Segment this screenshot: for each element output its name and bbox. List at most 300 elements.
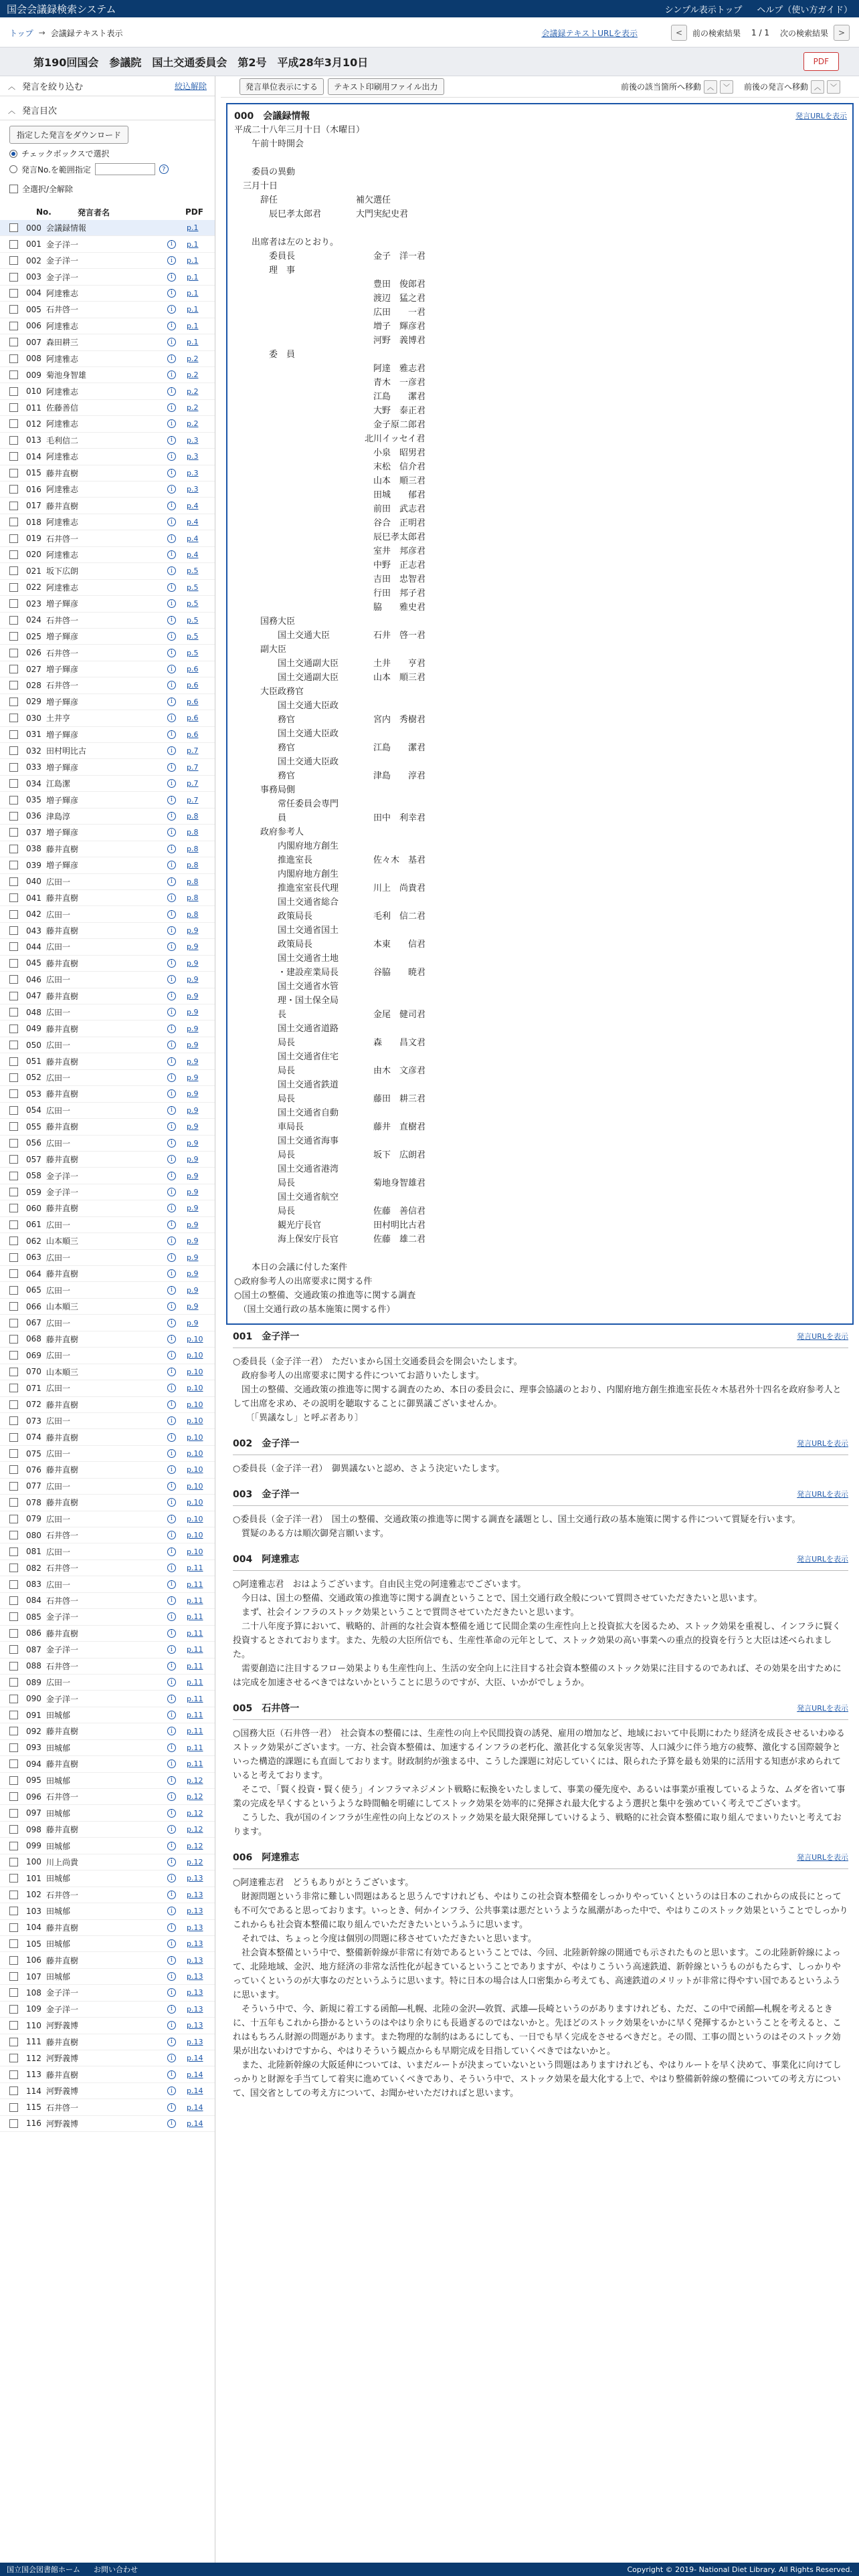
speaker-list-item[interactable]	[0, 1037, 215, 1053]
checkbox-icon[interactable]	[9, 1972, 18, 1981]
info-icon[interactable]: i	[167, 1025, 176, 1033]
info-icon[interactable]: i	[167, 1155, 176, 1164]
checkbox-icon[interactable]	[9, 1335, 18, 1344]
info-icon[interactable]: i	[167, 910, 176, 919]
info-icon[interactable]: i	[167, 534, 176, 543]
checkbox-icon[interactable]	[9, 1743, 18, 1752]
info-icon[interactable]: i	[167, 2038, 176, 2046]
info-icon[interactable]: i	[167, 1449, 176, 1458]
ndl-home-link[interactable]: 国立国会図書館ホーム	[7, 2565, 80, 2574]
info-icon[interactable]: i	[167, 992, 176, 1000]
speaker-list-item[interactable]	[0, 1756, 215, 1772]
pdf-page-link[interactable]: p.11	[187, 1645, 203, 1654]
speaker-list-item[interactable]	[0, 1086, 215, 1102]
pdf-page-link[interactable]: p.11	[187, 1694, 203, 1703]
pdf-page-link[interactable]: p.8	[187, 861, 199, 870]
speaker-list-item[interactable]	[0, 776, 215, 792]
checkbox-icon[interactable]	[9, 1155, 18, 1164]
pdf-page-link[interactable]: p.13	[187, 1890, 203, 1899]
pdf-page-link[interactable]: p.10	[187, 1400, 203, 1409]
speaker-list-item[interactable]	[0, 1773, 215, 1789]
info-icon[interactable]: i	[167, 1759, 176, 1768]
checkbox-icon[interactable]	[9, 1842, 18, 1850]
speaker-list-item[interactable]	[0, 1266, 215, 1282]
speaker-list-item[interactable]	[0, 923, 215, 939]
pdf-page-link[interactable]: p.9	[187, 1220, 199, 1229]
speaker-name[interactable]: 阿達雅志	[46, 518, 79, 528]
speaker-list-item[interactable]	[0, 759, 215, 775]
info-icon[interactable]: i	[167, 1204, 176, 1212]
pdf-page-link[interactable]: p.10	[187, 1481, 203, 1491]
speaker-name[interactable]: 金子洋一	[46, 1171, 79, 1181]
pdf-page-link[interactable]: p.10	[187, 1465, 203, 1475]
pdf-page-link[interactable]: p.12	[187, 1792, 203, 1802]
pdf-page-link[interactable]: p.12	[187, 1841, 203, 1850]
checkbox-icon[interactable]	[9, 714, 18, 722]
info-icon[interactable]: i	[167, 419, 176, 428]
speaker-name[interactable]: 藤井直樹	[46, 844, 79, 854]
speaker-name[interactable]: 増子輝彦	[46, 697, 79, 707]
checkbox-icon[interactable]	[9, 1400, 18, 1409]
speaker-name[interactable]: 石井啓一	[46, 2103, 79, 2113]
pdf-page-link[interactable]: p.10	[187, 1432, 203, 1442]
speaker-name[interactable]: 川上尚貴	[46, 1857, 79, 1867]
pdf-page-link[interactable]: p.9	[187, 1237, 199, 1246]
speaker-name[interactable]: 田村明比古	[46, 746, 87, 756]
checkbox-icon[interactable]	[9, 1302, 18, 1311]
speaker-name[interactable]: 山本順三	[46, 1237, 79, 1247]
speaker-list-item[interactable]	[0, 1004, 215, 1021]
speaker-name[interactable]: 土井亨	[46, 714, 71, 724]
speaker-list-item[interactable]	[0, 1380, 215, 1396]
checkbox-icon[interactable]	[9, 289, 18, 298]
speaker-name[interactable]: 藤井直樹	[46, 1759, 79, 1769]
checkbox-icon[interactable]	[9, 1956, 18, 1965]
pdf-button[interactable]: PDF	[803, 52, 839, 71]
speaker-list-item[interactable]	[0, 1511, 215, 1527]
info-icon[interactable]: i	[167, 1743, 176, 1752]
speaker-name[interactable]: 増子輝彦	[46, 632, 79, 642]
speaker-name[interactable]: 藤井直樹	[46, 501, 79, 511]
info-icon[interactable]: i	[167, 877, 176, 886]
info-icon[interactable]: i	[167, 240, 176, 249]
speaker-name[interactable]: 石井啓一	[46, 1890, 79, 1900]
info-icon[interactable]: i	[167, 1302, 176, 1311]
checkbox-icon[interactable]	[9, 861, 18, 869]
speaker-name[interactable]: 金子洋一	[46, 1988, 79, 1998]
info-icon[interactable]: i	[167, 2086, 176, 2095]
speaker-name[interactable]: 金子洋一	[46, 272, 79, 282]
speech-up-button[interactable]	[811, 80, 824, 94]
speaker-name[interactable]: 藤井直樹	[46, 958, 79, 968]
speaker-list-item[interactable]	[0, 383, 215, 399]
speaker-list-item[interactable]	[0, 613, 215, 629]
info-icon[interactable]: i	[167, 1106, 176, 1115]
pdf-page-link[interactable]: p.9	[187, 975, 199, 984]
info-icon[interactable]: i	[167, 861, 176, 869]
pdf-page-link[interactable]: p.5	[187, 566, 199, 576]
speaker-name[interactable]: 藤井直樹	[46, 991, 79, 1001]
speaker-name[interactable]: 石井啓一	[46, 648, 79, 658]
next-result-button[interactable]	[834, 25, 850, 41]
info-icon[interactable]: i	[167, 1612, 176, 1621]
speaker-list-item[interactable]	[0, 1903, 215, 1919]
speaker-name[interactable]: 金子洋一	[46, 1612, 79, 1622]
speaker-name[interactable]: 田城郁	[46, 1972, 71, 1982]
pdf-page-link[interactable]: p.1	[187, 239, 199, 249]
pdf-page-link[interactable]: p.13	[187, 1972, 203, 1981]
pdf-page-link[interactable]: p.9	[187, 1155, 199, 1164]
pdf-page-link[interactable]: p.7	[187, 746, 199, 756]
checkbox-icon[interactable]	[9, 1384, 18, 1392]
pdf-page-link[interactable]: p.14	[187, 2070, 203, 2079]
pdf-page-link[interactable]: p.11	[187, 1743, 203, 1752]
checkbox-icon[interactable]	[9, 665, 18, 673]
info-icon[interactable]: i	[167, 1809, 176, 1818]
speaker-name[interactable]: 藤井直樹	[46, 1024, 79, 1034]
info-icon[interactable]: i	[167, 1319, 176, 1327]
checkbox-icon[interactable]	[9, 697, 18, 706]
speaker-list-item[interactable]	[0, 1527, 215, 1543]
speaker-list-item[interactable]	[0, 269, 215, 285]
checkbox-icon[interactable]	[9, 649, 18, 657]
pdf-page-link[interactable]: p.10	[187, 1514, 203, 1523]
pdf-page-link[interactable]: p.10	[187, 1367, 203, 1376]
checkbox-icon[interactable]	[9, 681, 18, 689]
speaker-name[interactable]: 広田一	[46, 942, 71, 952]
pdf-page-link[interactable]: p.9	[187, 1073, 199, 1082]
speaker-name[interactable]: 藤井直樹	[46, 2070, 79, 2080]
pdf-page-link[interactable]: p.2	[187, 387, 199, 396]
checkbox-icon[interactable]	[9, 2021, 18, 2030]
speaker-list-item[interactable]	[0, 694, 215, 710]
checkbox-icon[interactable]	[9, 1923, 18, 1932]
speaker-list-item[interactable]	[0, 1740, 215, 1756]
speaker-list-item[interactable]	[0, 449, 215, 465]
checkbox-icon[interactable]	[9, 1416, 18, 1425]
speaker-name[interactable]: 山本順三	[46, 1302, 79, 1312]
speaker-name[interactable]: 藤井直樹	[46, 1155, 79, 1165]
checkbox-icon[interactable]	[9, 566, 18, 575]
info-icon[interactable]: i	[167, 2103, 176, 2112]
checkbox-icon[interactable]	[9, 1596, 18, 1605]
speaker-list-item[interactable]	[0, 825, 215, 841]
checkbox-icon[interactable]	[9, 1564, 18, 1572]
info-icon[interactable]: i	[167, 1645, 176, 1654]
info-icon[interactable]: i	[167, 1776, 176, 1785]
speaker-list-item[interactable]	[0, 351, 215, 367]
checkbox-icon[interactable]	[9, 1237, 18, 1245]
checkbox-icon[interactable]	[9, 845, 18, 853]
speaker-list-item[interactable]	[0, 1952, 215, 1968]
speaker-list-item[interactable]	[0, 547, 215, 563]
info-icon[interactable]: i	[167, 1515, 176, 1523]
toc-header[interactable]	[0, 100, 215, 120]
pdf-page-link[interactable]: p.7	[187, 779, 199, 788]
pdf-page-link[interactable]: p.9	[187, 1318, 199, 1327]
info-icon[interactable]: i	[167, 1711, 176, 1719]
speaker-name[interactable]: 広田一	[46, 1220, 71, 1230]
checkbox-icon[interactable]	[9, 2070, 18, 2079]
info-icon[interactable]: i	[167, 714, 176, 722]
speaker-name[interactable]: 広田一	[46, 1105, 71, 1115]
speaker-name[interactable]: 広田一	[46, 1318, 71, 1328]
info-icon[interactable]: i	[167, 1923, 176, 1932]
speaker-name[interactable]: 金子洋一	[46, 1188, 79, 1198]
pdf-page-link[interactable]: p.12	[187, 1776, 203, 1785]
checkbox-icon[interactable]	[9, 1106, 18, 1115]
speech-url-link[interactable]: 発言URLを表示	[797, 1704, 848, 1713]
download-selected-button[interactable]: 指定した発言をダウンロード	[9, 126, 128, 144]
checkbox-icon[interactable]	[9, 1874, 18, 1883]
speaker-name[interactable]: 広田一	[46, 1253, 71, 1263]
pdf-page-link[interactable]: p.1	[187, 321, 199, 330]
checkbox-icon[interactable]	[9, 1025, 18, 1033]
text-url-link[interactable]: 会議録テキストURLを表示	[541, 28, 638, 38]
info-icon[interactable]: i	[167, 1629, 176, 1638]
pdf-page-link[interactable]: p.13	[187, 2004, 203, 2014]
checkbox-icon[interactable]	[9, 502, 18, 510]
hit-up-button[interactable]	[704, 80, 717, 94]
speaker-list-item[interactable]	[0, 1136, 215, 1152]
info-icon[interactable]: i	[167, 1531, 176, 1539]
speaker-name[interactable]: 田城郁	[46, 1907, 71, 1917]
speaker-name[interactable]: 藤井直樹	[46, 1269, 79, 1279]
pdf-page-link[interactable]: p.10	[187, 1531, 203, 1540]
speaker-name[interactable]: 田城郁	[46, 1743, 71, 1753]
checkbox-icon[interactable]	[9, 959, 18, 968]
speaker-name[interactable]: 河野義博	[46, 2054, 79, 2064]
info-icon[interactable]: i	[167, 1122, 176, 1131]
speaker-name[interactable]: 金子洋一	[46, 256, 79, 266]
pdf-page-link[interactable]: p.5	[187, 615, 199, 625]
pdf-page-link[interactable]: p.5	[187, 648, 199, 657]
speaker-list-item[interactable]	[0, 1364, 215, 1380]
speaker-name[interactable]: 藤井直樹	[46, 468, 79, 478]
speaker-list-item[interactable]	[0, 1626, 215, 1642]
checkbox-icon[interactable]	[9, 1939, 18, 1948]
speaker-name[interactable]: 田城郁	[46, 1776, 71, 1786]
info-icon[interactable]: i	[167, 338, 176, 346]
speaker-list-item[interactable]	[0, 433, 215, 449]
speaker-name[interactable]: 増子輝彦	[46, 730, 79, 740]
info-icon[interactable]: i	[167, 1433, 176, 1442]
info-icon[interactable]: i	[167, 926, 176, 935]
speaker-list-item[interactable]	[0, 1299, 215, 1315]
speaker-list-item[interactable]	[0, 1805, 215, 1821]
checkbox-icon[interactable]	[9, 518, 18, 526]
speaker-list-item[interactable]	[0, 988, 215, 1004]
pdf-page-link[interactable]: p.1	[187, 223, 199, 233]
speech-url-link[interactable]: 発言URLを表示	[797, 1332, 848, 1341]
checkbox-icon[interactable]	[9, 1286, 18, 1295]
speaker-list-item[interactable]	[0, 1707, 215, 1723]
speaker-name[interactable]: 藤井直樹	[46, 926, 79, 936]
speaker-name[interactable]: 広田一	[46, 1351, 71, 1361]
checkbox-icon[interactable]	[9, 403, 18, 412]
speaker-list-item[interactable]	[0, 416, 215, 432]
filter-header[interactable]	[0, 76, 215, 96]
speaker-name[interactable]: 阿達雅志	[46, 485, 79, 495]
info-icon[interactable]: i	[167, 681, 176, 689]
speaker-list-item[interactable]	[0, 1070, 215, 1086]
speaker-name[interactable]: 阿達雅志	[46, 288, 79, 298]
checkbox-icon[interactable]	[9, 1612, 18, 1621]
checkbox-icon[interactable]	[9, 1515, 18, 1523]
speaker-list-item[interactable]	[0, 906, 215, 922]
checkbox-icon[interactable]	[9, 1759, 18, 1768]
pdf-page-link[interactable]: p.4	[187, 534, 199, 543]
info-icon[interactable]: i	[167, 1678, 176, 1687]
checkbox-icon[interactable]	[9, 354, 18, 363]
speaker-name[interactable]: 広田一	[46, 1416, 71, 1426]
speaker-list-item[interactable]	[0, 334, 215, 350]
speaker-list-item[interactable]	[0, 1543, 215, 1560]
checkbox-icon[interactable]	[9, 828, 18, 837]
speaker-list-item[interactable]	[0, 465, 215, 481]
pdf-page-link[interactable]: p.8	[187, 844, 199, 853]
speaker-list-item[interactable]	[0, 2066, 215, 2082]
info-icon[interactable]: i	[167, 469, 176, 477]
pdf-page-link[interactable]: p.11	[187, 1661, 203, 1671]
pdf-page-link[interactable]: p.8	[187, 893, 199, 903]
pdf-page-link[interactable]: p.2	[187, 403, 199, 413]
checkbox-icon[interactable]	[9, 452, 18, 461]
checkbox-icon[interactable]	[9, 469, 18, 477]
speaker-list-item[interactable]	[0, 1691, 215, 1707]
speaker-name[interactable]: 田城郁	[46, 1841, 71, 1851]
speaker-name[interactable]: 広田一	[46, 1678, 71, 1688]
info-icon[interactable]: i	[167, 2005, 176, 2014]
speaker-list-item[interactable]	[0, 1789, 215, 1805]
speaker-list-item[interactable]	[0, 1413, 215, 1429]
info-icon[interactable]: i	[167, 746, 176, 755]
speaker-name[interactable]: 藤井直樹	[46, 1122, 79, 1132]
pdf-page-link[interactable]: p.5	[187, 632, 199, 641]
pdf-page-link[interactable]: p.9	[187, 991, 199, 1000]
speaker-name[interactable]: 藤井直樹	[46, 1204, 79, 1214]
speaker-name[interactable]: 山本順三	[46, 1367, 79, 1377]
speaker-list-item[interactable]	[0, 1920, 215, 1936]
pdf-page-link[interactable]: p.4	[187, 518, 199, 527]
speaker-list-item[interactable]	[0, 1429, 215, 1445]
speaker-list-item[interactable]	[0, 1854, 215, 1870]
radio-range-select[interactable]	[9, 163, 205, 175]
speaker-name[interactable]: 増子輝彦	[46, 861, 79, 871]
info-icon[interactable]: i	[167, 273, 176, 282]
speaker-name[interactable]: 藤井直樹	[46, 2037, 79, 2047]
checkbox-icon[interactable]	[9, 763, 18, 772]
speaker-name[interactable]: 広田一	[46, 1285, 71, 1295]
info-icon[interactable]: i	[167, 1368, 176, 1376]
checkbox-icon[interactable]	[9, 975, 18, 984]
info-icon[interactable]: i	[167, 1662, 176, 1671]
speaker-name[interactable]: 増子輝彦	[46, 665, 79, 675]
speaker-list-item[interactable]	[0, 677, 215, 693]
info-icon[interactable]: i	[167, 550, 176, 559]
pdf-page-link[interactable]: p.5	[187, 582, 199, 592]
pdf-page-link[interactable]: p.10	[187, 1384, 203, 1393]
pdf-page-link[interactable]: p.8	[187, 909, 199, 919]
info-icon[interactable]: i	[167, 1907, 176, 1915]
speaker-name[interactable]: 阿達雅志	[46, 321, 79, 331]
info-icon[interactable]: i	[167, 796, 176, 804]
speaker-name[interactable]: 藤井直樹	[46, 893, 79, 903]
info-icon[interactable]: i	[167, 1547, 176, 1556]
info-icon[interactable]: i	[167, 452, 176, 461]
speaker-list-item[interactable]	[0, 1282, 215, 1298]
checkbox-icon[interactable]	[9, 1041, 18, 1049]
speaker-list-item[interactable]	[0, 2018, 215, 2034]
speaker-list-item[interactable]	[0, 1233, 215, 1249]
pdf-page-link[interactable]: p.11	[187, 1564, 203, 1573]
pdf-page-link[interactable]: p.1	[187, 338, 199, 347]
speaker-name[interactable]: 河野義博	[46, 2119, 79, 2129]
info-icon[interactable]: i	[167, 1972, 176, 1981]
speaker-name[interactable]: 増子輝彦	[46, 762, 79, 772]
speaker-list-item[interactable]	[0, 1119, 215, 1135]
info-icon[interactable]: i	[167, 828, 176, 837]
pdf-page-link[interactable]: p.13	[187, 2037, 203, 2046]
pdf-page-link[interactable]: p.9	[187, 1253, 199, 1262]
checkbox-icon[interactable]	[9, 1988, 18, 1997]
speaker-list-item[interactable]	[0, 1936, 215, 1952]
pdf-page-link[interactable]: p.9	[187, 1204, 199, 1213]
speaker-name[interactable]: 増子輝彦	[46, 828, 79, 838]
info-icon[interactable]: i	[167, 566, 176, 575]
speaker-list-item[interactable]	[0, 1397, 215, 1413]
checkbox-icon[interactable]	[9, 256, 18, 265]
speaker-list-item[interactable]	[0, 2034, 215, 2050]
speaker-name[interactable]: 田城郁	[46, 1711, 71, 1721]
filter-clear-link[interactable]: 絞込解除	[174, 82, 207, 91]
speech-url-link[interactable]: 発言URLを表示	[797, 1439, 848, 1448]
speaker-name[interactable]: 広田一	[46, 1008, 71, 1018]
pdf-page-link[interactable]: p.11	[187, 1628, 203, 1638]
checkbox-icon[interactable]	[9, 1825, 18, 1834]
checkbox-icon[interactable]	[9, 583, 18, 592]
speaker-name[interactable]: 阿達雅志	[46, 387, 79, 397]
info-icon[interactable]: i	[167, 2119, 176, 2128]
speaker-list-item[interactable]	[0, 1168, 215, 1184]
speaker-list-item[interactable]	[0, 809, 215, 825]
info-icon[interactable]: i	[167, 305, 176, 314]
info-icon[interactable]: i	[167, 436, 176, 445]
checkbox-icon[interactable]	[9, 746, 18, 755]
info-icon[interactable]: i	[167, 1580, 176, 1589]
speaker-name[interactable]: 藤井直樹	[46, 1465, 79, 1475]
select-all-toggle[interactable]	[9, 183, 205, 195]
speaker-list-item[interactable]	[0, 2099, 215, 2115]
checkbox-icon[interactable]	[9, 1008, 18, 1016]
checkbox-icon[interactable]	[9, 1351, 18, 1360]
info-icon[interactable]: i	[167, 289, 176, 298]
pdf-page-link[interactable]: p.11	[187, 1678, 203, 1687]
info-icon[interactable]: i	[167, 1842, 176, 1850]
pdf-page-link[interactable]: p.9	[187, 1008, 199, 1017]
info-icon[interactable]: i	[167, 959, 176, 968]
speaker-name[interactable]: 田城郁	[46, 1939, 71, 1949]
info-icon[interactable]: i	[167, 730, 176, 739]
checkbox-icon[interactable]	[9, 1204, 18, 1212]
speaker-name[interactable]: 石井啓一	[46, 1531, 79, 1541]
speaker-name[interactable]: 藤井直樹	[46, 1057, 79, 1067]
checkbox-icon[interactable]	[9, 910, 18, 919]
speaker-name[interactable]: 会議録情報	[46, 223, 87, 233]
info-icon[interactable]: i	[167, 583, 176, 592]
speaker-list-item[interactable]	[0, 1331, 215, 1348]
speaker-list-item[interactable]	[0, 1675, 215, 1691]
